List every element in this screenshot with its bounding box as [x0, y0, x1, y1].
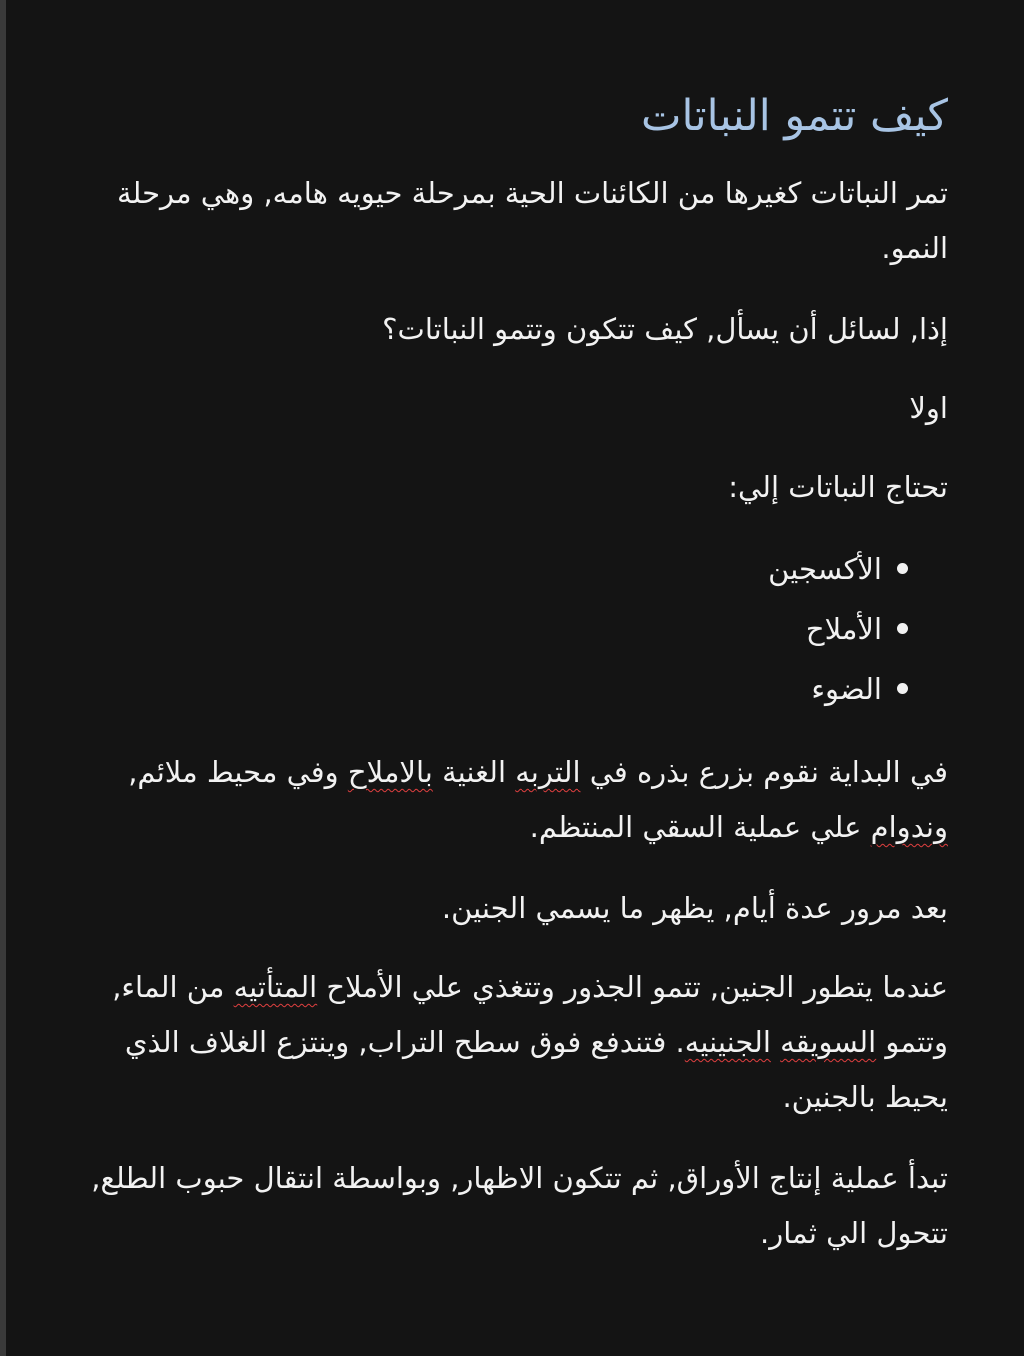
text-run [771, 1025, 780, 1059]
list-item-label: الأملاح [805, 612, 882, 646]
list-item-label: الضوء [811, 672, 882, 706]
window-left-edge [0, 0, 6, 1356]
document-title: كيف تتمو النباتات [641, 91, 948, 141]
bullet-dot-icon [897, 623, 908, 634]
spellcheck-word[interactable]: وندوام [870, 810, 948, 844]
ending-paragraph: تبدأ عملية إنتاج الأوراق, ثم تتكون الاظهار, وبواسطة انتقال حبوب الطلع, تتحول الي ثمار. [91, 1161, 948, 1250]
bullet-dot-icon [897, 563, 908, 574]
list-item [80, 539, 908, 599]
spellcheck-word[interactable]: السويقه [780, 1025, 877, 1059]
question-paragraph: إذا, لسائل أن يسأل, كيف تتكون وتتمو النباتات؟ [382, 312, 948, 346]
list-item [80, 599, 908, 659]
list-item [80, 659, 908, 719]
needs-list [80, 539, 948, 719]
list-item-label: الأكسجين [768, 552, 882, 586]
text-run: . فتندفع فوق سطح التراب, وينتزع الغلاف الذي يحيط بالجنين. [124, 1025, 948, 1114]
document-body[interactable] [80, 78, 948, 1287]
text-run: عندما يتطور الجنين, تتمو الجذور وتتغذي علي الأملاح [317, 970, 948, 1004]
needs-heading: تحتاج النباتات إلي: [728, 470, 948, 504]
text-run: في البداية نقوم بزرع بذره في [580, 755, 948, 789]
text-run: الغنية [432, 755, 516, 789]
planting-paragraph [80, 745, 948, 855]
after-days-paragraph: بعد مرور عدة أيام, يظهر ما يسمي الجنين. [441, 891, 948, 925]
spellcheck-word[interactable]: الجنينيه [684, 1025, 771, 1059]
bullet-dot-icon [897, 683, 908, 694]
intro-paragraph: تمر النباتات كغيرها من الكائنات الحية بمرحلة حيويه هامه, وهي مرحلة النمو. [116, 176, 948, 265]
text-run: علي عملية السقي المنتظم. [529, 810, 871, 844]
development-paragraph [80, 960, 948, 1125]
spellcheck-word[interactable]: بالاملاح [347, 755, 433, 789]
first-paragraph: اولا [909, 391, 948, 425]
spellcheck-word[interactable]: المتأتيه [233, 970, 318, 1004]
text-run: من الماء, وتتمو [112, 970, 948, 1059]
spellcheck-word[interactable]: التربه [515, 755, 581, 789]
text-run: وفي محيط ملائم, [128, 755, 348, 789]
